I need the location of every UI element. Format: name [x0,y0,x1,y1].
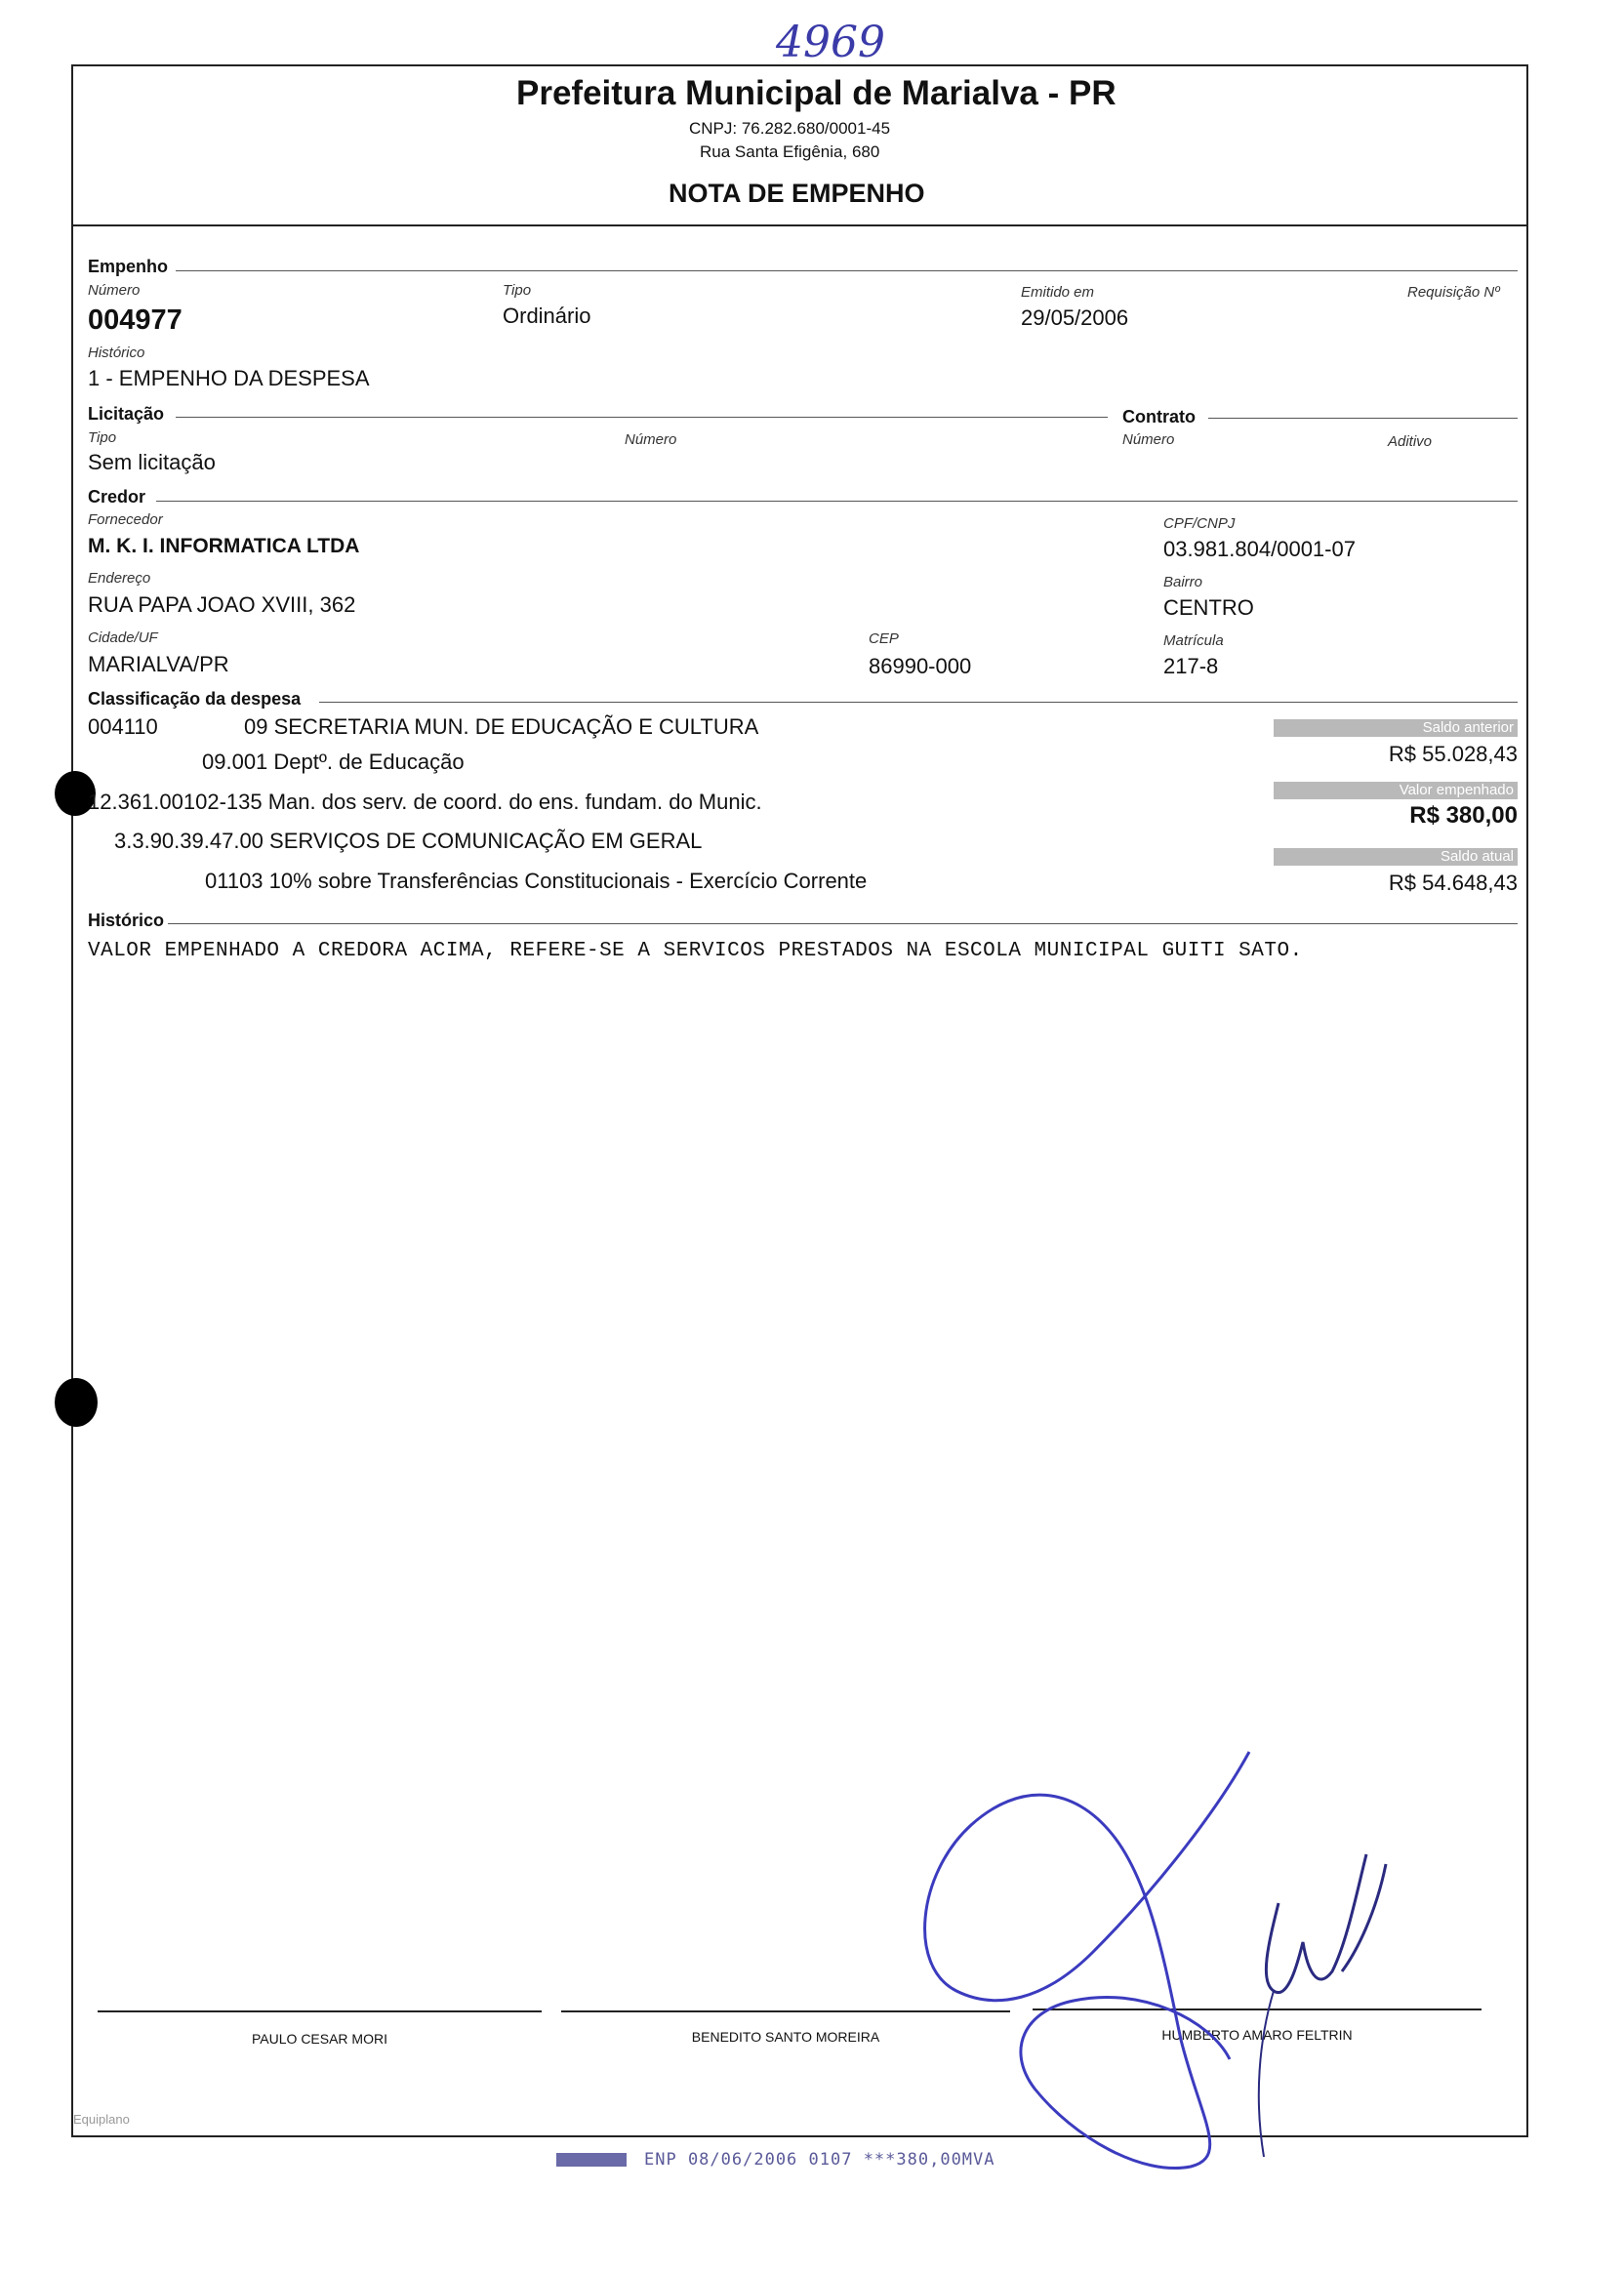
licitacao-numero-label: Número [625,431,677,448]
handwritten-signature [898,1747,1405,2176]
stamp-mark-icon [556,2153,627,2167]
section-credor: Credor [88,487,146,507]
classificacao-line5: 01103 10% sobre Transferências Constitucionais - Exercício Corrente [205,869,868,893]
saldo-anterior-label: Saldo anterior [1274,719,1518,737]
section-rule [319,702,1518,703]
footer-stamp: ENP 08/06/2006 0107 ***380,00MVA [644,2150,995,2170]
section-contrato: Contrato [1122,407,1196,426]
section-rule [156,501,1518,502]
valor-empenhado-value: R$ 380,00 [1409,802,1518,829]
page-title: Prefeitura Municipal de Marialva - PR [516,74,1116,112]
saldo-atual-value: R$ 54.648,43 [1388,871,1518,895]
classificacao-line1: 09 SECRETARIA MUN. DE EDUCAÇÃO E CULTURA [244,714,759,739]
numero-label: Número [88,282,141,299]
section-rule [176,417,1108,418]
cnpj-line: CNPJ: 76.282.680/0001-45 [689,119,891,138]
header-divider [71,224,1528,226]
fornecedor-label: Fornecedor [88,511,163,528]
document-title: NOTA DE EMPENHO [669,179,925,208]
section-rule [176,270,1518,271]
historico-text: VALOR EMPENHADO A CREDORA ACIMA, REFERE-SE A SERVICOS PRESTADOS NA ESCOLA MUNICIPAL GUITI SATO. [88,940,1303,962]
bairro-value: CENTRO [1163,595,1254,620]
cidade-label: Cidade/UF [88,629,158,646]
licitacao-tipo-label: Tipo [88,429,117,446]
historico-value: 1 - EMPENHO DA DESPESA [88,366,370,390]
requisicao-label: Requisição Nº [1407,284,1500,301]
endereco-label: Endereço [88,570,151,587]
historico-label: Histórico [88,345,145,361]
saldo-atual-label: Saldo atual [1274,848,1518,866]
footer-brand: Equiplano [73,2112,130,2127]
classificacao-code: 004110 [88,714,158,739]
empenho-tipo: Ordinário [503,304,591,328]
signature-name: HUMBERTO AMARO FELTRIN [1161,2027,1353,2043]
licitacao-tipo: Sem licitação [88,450,216,474]
endereco-value: RUA PAPA JOAO XVIII, 362 [88,592,356,617]
classificacao-line4: 3.3.90.39.47.00 SERVIÇOS DE COMUNICAÇÃO EM GERAL [114,829,703,853]
fornecedor-name: M. K. I. INFORMATICA LTDA [88,535,360,557]
cnpj-label: CPF/CNPJ [1163,515,1236,532]
bairro-label: Bairro [1163,574,1203,590]
section-empenho: Empenho [88,257,169,276]
saldo-anterior-value: R$ 55.028,43 [1388,742,1518,766]
fornecedor-cnpj: 03.981.804/0001-07 [1163,537,1356,561]
address-line: Rua Santa Efigênia, 680 [700,142,880,161]
empenho-number: 004977 [88,304,183,336]
punch-hole-mark [55,1378,98,1427]
matricula-label: Matrícula [1163,632,1224,649]
matricula-value: 217-8 [1163,654,1219,678]
signature-name: PAULO CESAR MORI [252,2031,387,2047]
contrato-numero-label: Número [1122,431,1175,448]
emitido-label: Emitido em [1021,284,1095,301]
classificacao-line3: 12.361.00102-135 Man. dos serv. de coord. do ens. fundam. do Munic. [88,790,762,814]
section-rule [1208,418,1518,419]
section-rule [168,923,1518,924]
cep-value: 86990-000 [869,654,972,678]
handwritten-number: 4969 [776,18,885,67]
cidade-value: MARIALVA/PR [88,652,229,676]
signature-name: BENEDITO SANTO MOREIRA [691,2029,880,2045]
section-classificacao: Classificação da despesa [88,689,302,709]
emitido-date: 29/05/2006 [1021,305,1129,330]
cep-label: CEP [869,630,899,647]
section-licitacao: Licitação [88,404,165,424]
classificacao-line2: 09.001 Deptº. de Educação [202,750,465,774]
valor-empenhado-label: Valor empenhado [1274,782,1518,799]
signature-line [98,2010,542,2012]
section-historico: Histórico [88,911,165,930]
tipo-label: Tipo [503,282,532,299]
contrato-aditivo-label: Aditivo [1388,433,1433,450]
